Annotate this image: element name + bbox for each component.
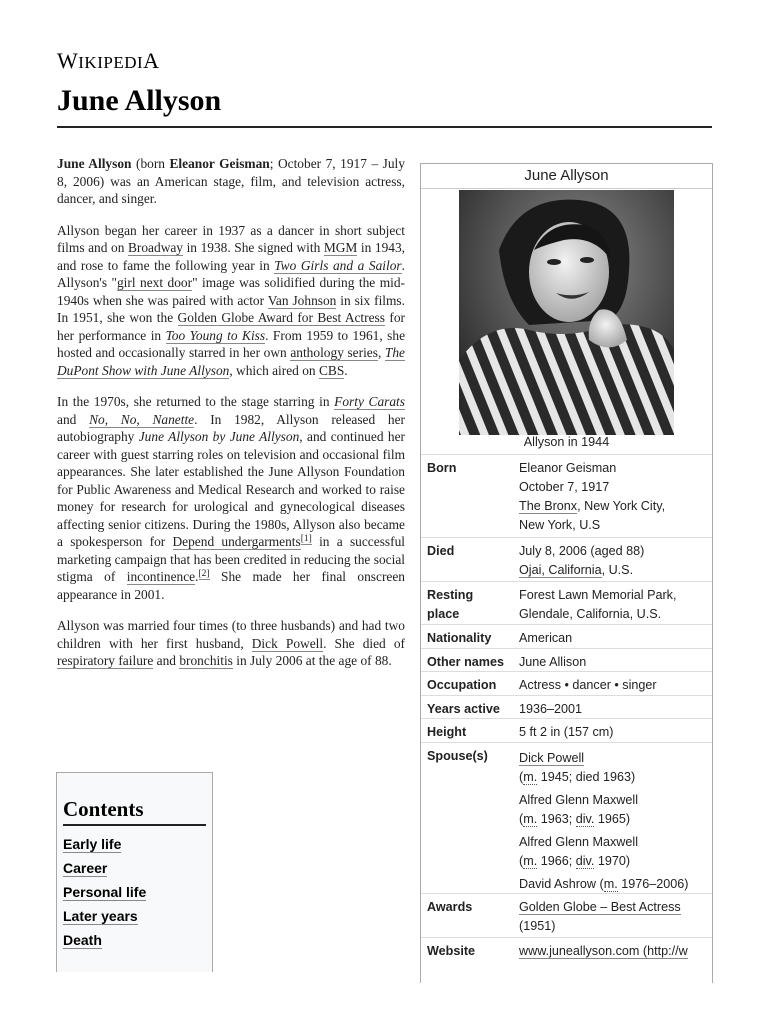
reference-2[interactable]: [2] [198,568,210,579]
value-spouses: Dick Powell (m. 1945; died 1963) Alfred Glenn Maxwell (m. 1963; div. 1965) Alfred Glenn Maxwell (m. 1966; div. 1970) David Ashrow (m. 1976–2006) [519,751,689,891]
link-forty-carats[interactable]: Forty Carats [334,394,405,409]
value-occupation: Actress • dancer • singer [519,678,657,692]
toc-title: Contents [63,797,206,826]
link-dick-powell[interactable]: Dick Powell [251,635,324,651]
link-golden-globe-award[interactable]: Golden Globe Award for Best Actress [177,310,385,325]
label-height: Height [427,725,467,739]
link-incontinence[interactable]: incontinence [126,569,196,584]
label-spouses: Spouse(s) [427,749,488,763]
abbr-divorced[interactable]: div. [575,812,595,826]
label-occupation: Occupation [427,678,497,692]
abbr-married[interactable]: m. [523,770,538,784]
toc-item-career[interactable]: Career [63,860,108,876]
wikipedia-wordmark[interactable]: WIKIPEDIA [57,48,160,73]
link-depend-undergarments[interactable]: Depend undergarments [172,534,301,549]
table-of-contents [56,772,213,972]
label-died: Died [427,544,455,558]
link-bronchitis[interactable]: bronchitis [179,653,233,668]
abbr-married[interactable]: m. [523,854,538,868]
toc-item-later-years[interactable]: Later years [63,908,138,924]
infobox [420,163,713,983]
link-spouse-dick-powell[interactable]: Dick Powell [519,751,585,765]
value-years-active: 1936–2001 [519,702,583,716]
toc-item-personal-life[interactable]: Personal life [63,884,147,900]
link-cbs[interactable]: CBS [318,362,345,378]
link-golden-globe-best-actress[interactable]: Golden Globe – Best Actress [519,900,681,914]
link-girl-next-door[interactable]: girl next door [116,275,193,290]
abbr-married[interactable]: m. [603,877,618,891]
row-height [421,718,712,743]
toc-item-death[interactable]: Death [63,932,102,948]
article-body [57,155,405,684]
paragraph-career: Allyson began her career in 1937 as a dancer in short subject films and on Broadway in 1938. She signed with MGM in 1943, and rose to fame the following year in Two Girls and a Sailor. Allyson's "girl next door" image was solidified during the mid-1940s when she was paired with actor Van Johnson in six films. In 1951, she won the Golden Globe Award for Best Actress for her performance in Too Young to Kiss. From 1959 to 1961, she hosted and occasionally starred in her own anthology series, The DuPont Show with June Allyson, which aired on CBS. [57,222,406,378]
link-mgm[interactable]: MGM [323,240,358,255]
row-died [421,537,712,582]
value-awards: Golden Globe – Best Actress (1951) [519,900,681,933]
row-website [421,937,712,983]
row-occupation [421,671,712,696]
row-born [421,454,712,538]
label-website: Website [427,944,476,958]
link-no-no-nanette[interactable]: No, No, Nanette [89,411,195,427]
infobox-title: June Allyson [421,164,712,189]
link-website[interactable]: www.juneallyson.com (http://w [519,944,688,958]
link-the-bronx[interactable]: The Bronx [519,499,578,513]
link-too-young-to-kiss[interactable]: Too Young to Kiss [165,327,266,343]
link-respiratory-failure[interactable]: respiratory failure [57,653,154,668]
label-other-names: Other names [427,655,504,669]
row-years-active [421,695,712,719]
value-nationality: American [519,631,573,645]
title-divider [57,126,712,128]
row-spouses [421,742,712,894]
row-nationality [421,624,712,649]
autobiography-title: June Allyson by June Allyson [138,429,300,444]
value-website [519,942,709,961]
link-two-girls-and-a-sailor[interactable]: Two Girls and a Sailor [274,257,402,273]
link-dupont-show[interactable]: The DuPont Show with June Allyson [57,345,405,378]
portrait-photo[interactable] [459,190,674,435]
value-born: Eleanor Geisman October 7, 1917 The Bronx, New York City, New York, U.S [519,461,666,532]
paragraph-later-career: In the 1970s, she returned to the stage starring in Forty Carats and No, No, Nanette. In 1982, Allyson released her autobiography June Allyson by June Allyson, and continued her career with guest starring roles on television and occasional film appearances. She later established the June Allyson Foundation for Public Awareness and Medical Research and worked to raise money for research for urological and gynecological diseases affecting senior citizens. During the 1980s, Allyson also became a spokesperson for Depend undergarments[1] in a successful marketing campaign that has been credited in reducing the social stigma of incontinence.[2] She made her final onscreen appearance in 2001. [57,394,406,602]
value-died: July 8, 2006 (aged 88) Ojai, California, U.S. [519,544,645,577]
value-resting-place: Forest Lawn Memorial Park, Glendale, California, U.S. [519,588,677,621]
birth-name: Eleanor Geisman [169,156,270,171]
link-van-johnson[interactable]: Van Johnson [267,292,337,308]
page-title: June Allyson [57,84,222,117]
value-other-names: June Allison [519,655,587,669]
label-nationality: Nationality [427,631,492,645]
row-awards [421,893,712,938]
reference-1[interactable]: [1] [300,533,312,544]
label-born: Born [427,461,457,475]
paragraph-intro: June Allyson (born Eleanor Geisman; October 7, 1917 – July 8, 2006) was an American stage, film, and television actress, dancer, and singer. [57,156,405,206]
abbr-divorced[interactable]: div. [575,854,595,868]
photo-caption: Allyson in 1944 [523,435,610,449]
label-awards: Awards [427,900,473,914]
subject-name: June Allyson [57,156,132,171]
row-resting-place [421,581,712,625]
row-other-names [421,648,712,672]
link-broadway[interactable]: Broadway [127,240,184,255]
paragraph-personal-life: Allyson was married four times (to three husbands) and had two children with her first husband, Dick Powell. She died of respiratory failure and bronchitis in July 2006 at the age of 88. [57,618,405,668]
label-resting-place: Resting place [427,588,474,621]
toc-item-early-life[interactable]: Early life [63,836,122,852]
value-height: 5 ft 2 in (157 cm) [519,725,614,739]
label-years-active: Years active [427,702,500,716]
link-ojai-california[interactable]: Ojai, California [519,563,602,577]
abbr-married[interactable]: m. [523,812,538,826]
link-anthology-series[interactable]: anthology series [290,345,378,360]
